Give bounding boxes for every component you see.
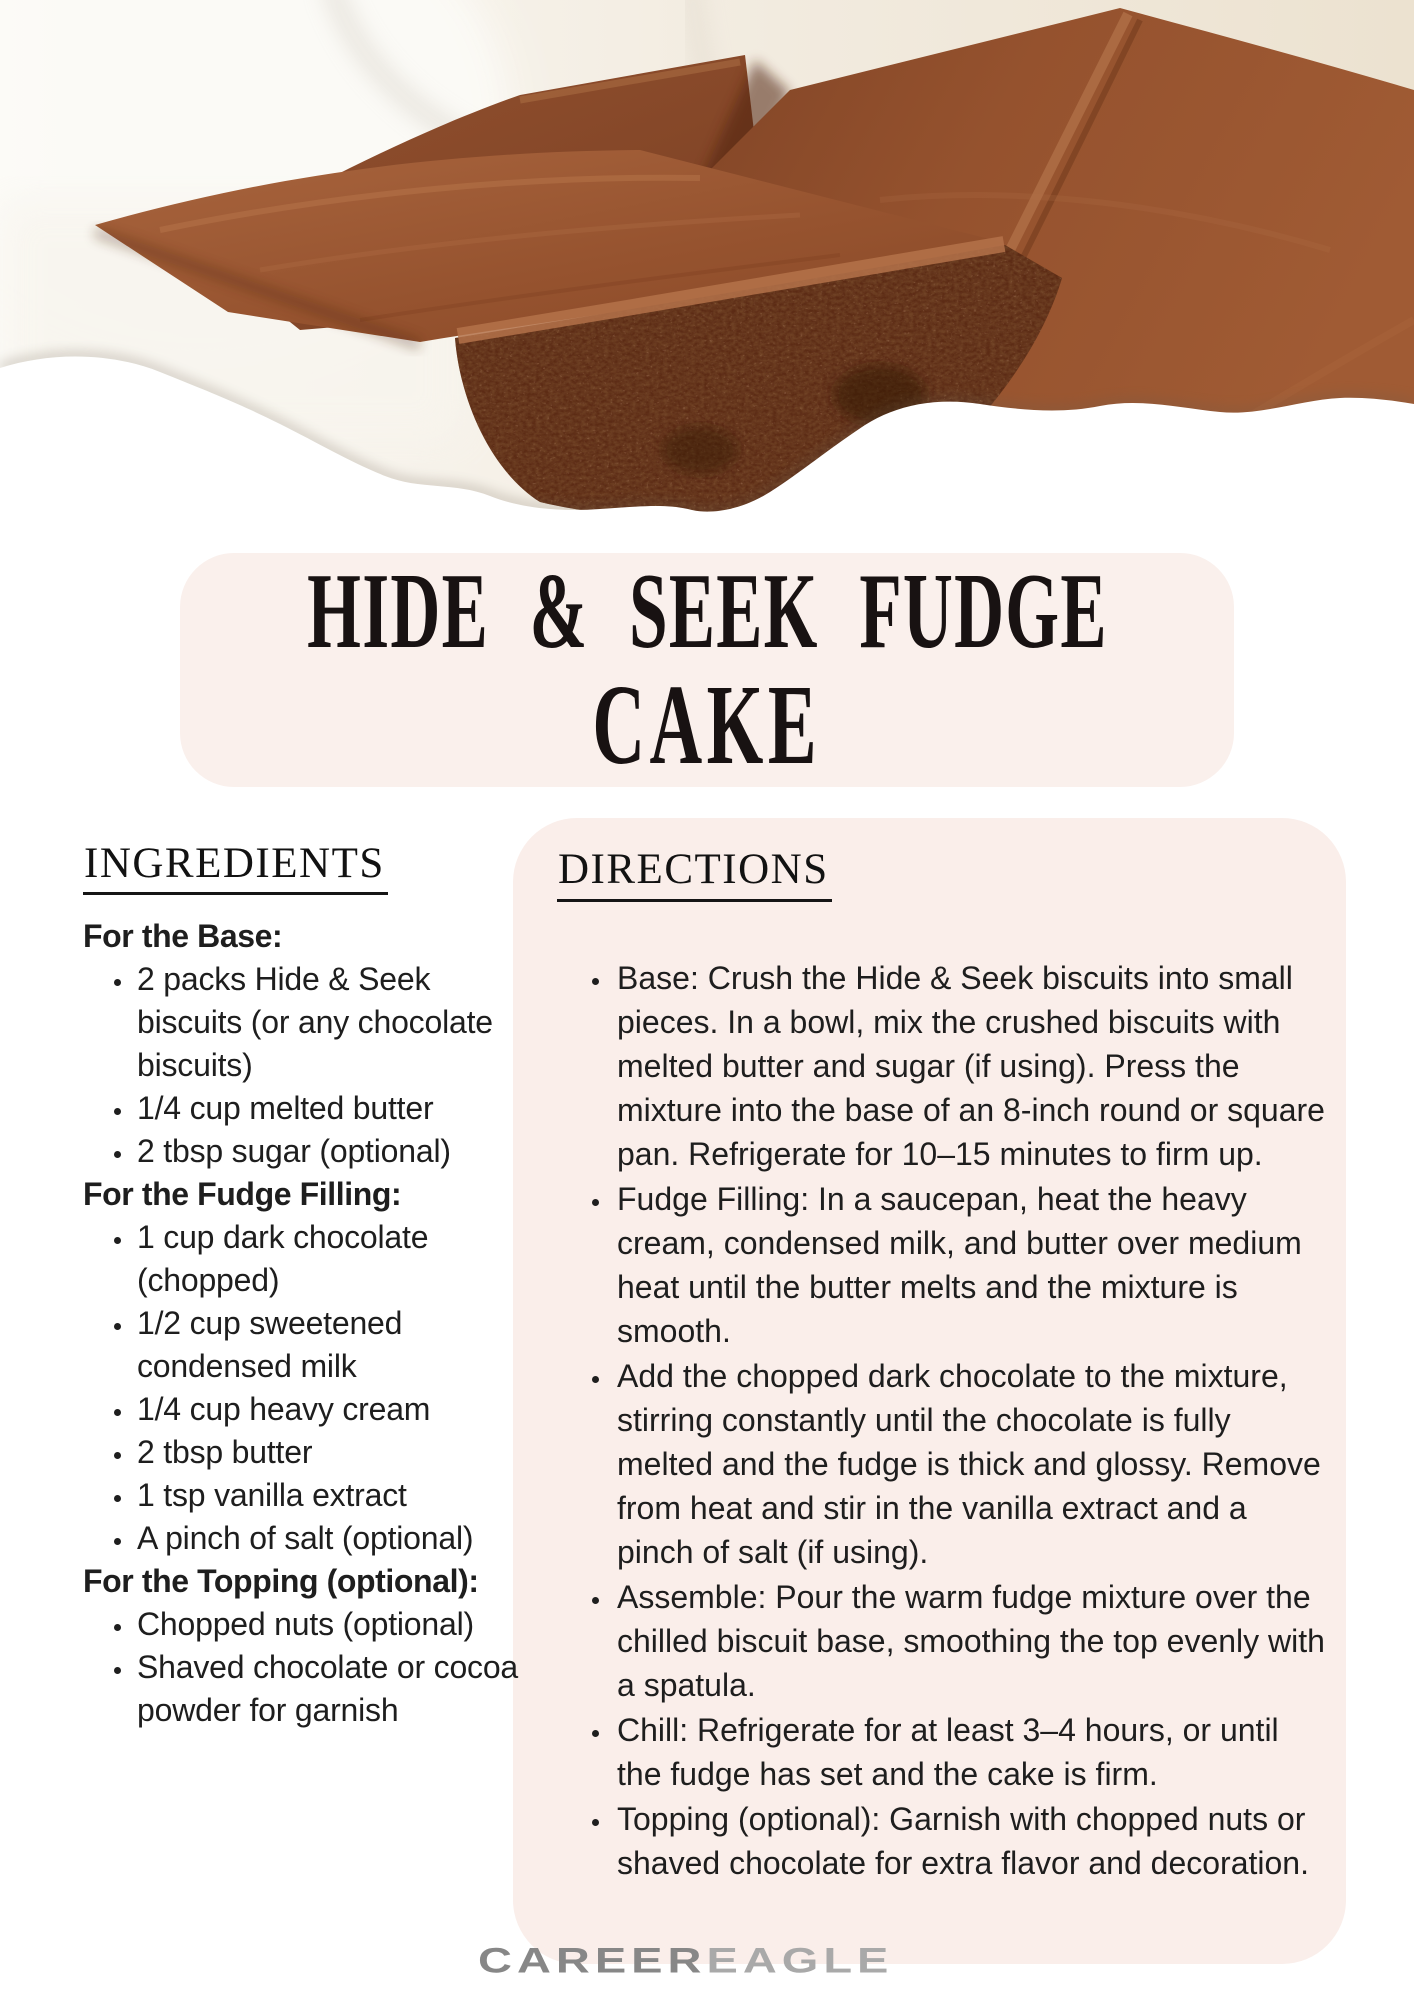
ingredients-heading: INGREDIENTS bbox=[83, 842, 388, 895]
direction-step: • Base: Crush the Hide & Seek biscuits into small pieces. In a bowl, mix the crushed biscuits with melted butter and sugar (if using). Press the mixture into the base of an 8-inch round or square pan. Refrigerate for 10–15 minutes to firm up. bbox=[613, 956, 1330, 1176]
direction-step: • Fudge Filling: In a saucepan, heat the heavy cream, condensed milk, and butter over medium heat until the butter melts and the mixture is smooth. bbox=[613, 1177, 1330, 1353]
recipe-title-line-1: HIDE & SEEK FUDGE bbox=[306, 552, 1108, 672]
ingredient-item: • 1/4 cup heavy cream bbox=[135, 1388, 519, 1431]
ingredient-item: • 1 tsp vanilla extract bbox=[135, 1474, 519, 1517]
ingredient-item: • Chopped nuts (optional) bbox=[135, 1603, 519, 1646]
ingredient-section-title: For the Base: bbox=[83, 918, 283, 954]
directions-panel bbox=[513, 818, 1346, 1964]
recipe-title-line-2: CAKE bbox=[592, 660, 822, 788]
ingredient-item: • 2 tbsp butter bbox=[135, 1431, 519, 1474]
ingredient-item: • 2 tbsp sugar (optional) bbox=[135, 1130, 519, 1173]
cake-photo-illustration bbox=[0, 0, 1414, 540]
ingredient-item: • 1 cup dark chocolate (chopped) bbox=[135, 1216, 519, 1302]
watermark-eagle: EAGLE bbox=[706, 1940, 894, 1980]
direction-step: • Topping (optional): Garnish with chopped nuts or shaved chocolate for extra flavor and decoration. bbox=[613, 1797, 1330, 1885]
direction-step: • Assemble: Pour the warm fudge mixture over the chilled biscuit base, smoothing the top evenly with a spatula. bbox=[613, 1575, 1330, 1707]
ingredient-item: • 1/2 cup sweetened condensed milk bbox=[135, 1302, 519, 1388]
ingredient-list bbox=[83, 1603, 519, 1732]
ingredient-item: • 2 packs Hide & Seek biscuits (or any chocolate biscuits) bbox=[135, 958, 519, 1087]
hero-photo bbox=[0, 0, 1414, 540]
direction-step: • Chill: Refrigerate for at least 3–4 hours, or until the fudge has set and the cake is firm. bbox=[613, 1708, 1330, 1796]
ingredient-list bbox=[83, 958, 519, 1173]
recipe-title-box bbox=[180, 553, 1234, 787]
ingredients-column bbox=[83, 842, 519, 1732]
directions-heading: DIRECTIONS bbox=[557, 848, 832, 902]
ingredient-item: • Shaved chocolate or cocoa powder for garnish bbox=[135, 1646, 519, 1732]
directions-list bbox=[557, 956, 1330, 1885]
ingredients-sections bbox=[83, 915, 519, 1732]
ingredient-section-title: For the Topping (optional): bbox=[83, 1563, 479, 1599]
direction-step: • Add the chopped dark chocolate to the mixture, stirring constantly until the chocolate is fully melted and the fudge is thick and glossy. Remove from heat and stir in the vanilla extract and a pinch of salt (if using). bbox=[613, 1354, 1330, 1574]
ingredient-list bbox=[83, 1216, 519, 1560]
ingredient-item: • A pinch of salt (optional) bbox=[135, 1517, 519, 1560]
watermark-career: CAREER bbox=[478, 1940, 707, 1980]
watermark-logo bbox=[478, 1940, 893, 1981]
ingredient-item: • 1/4 cup melted butter bbox=[135, 1087, 519, 1130]
ingredient-section-title: For the Fudge Filling: bbox=[83, 1176, 402, 1212]
